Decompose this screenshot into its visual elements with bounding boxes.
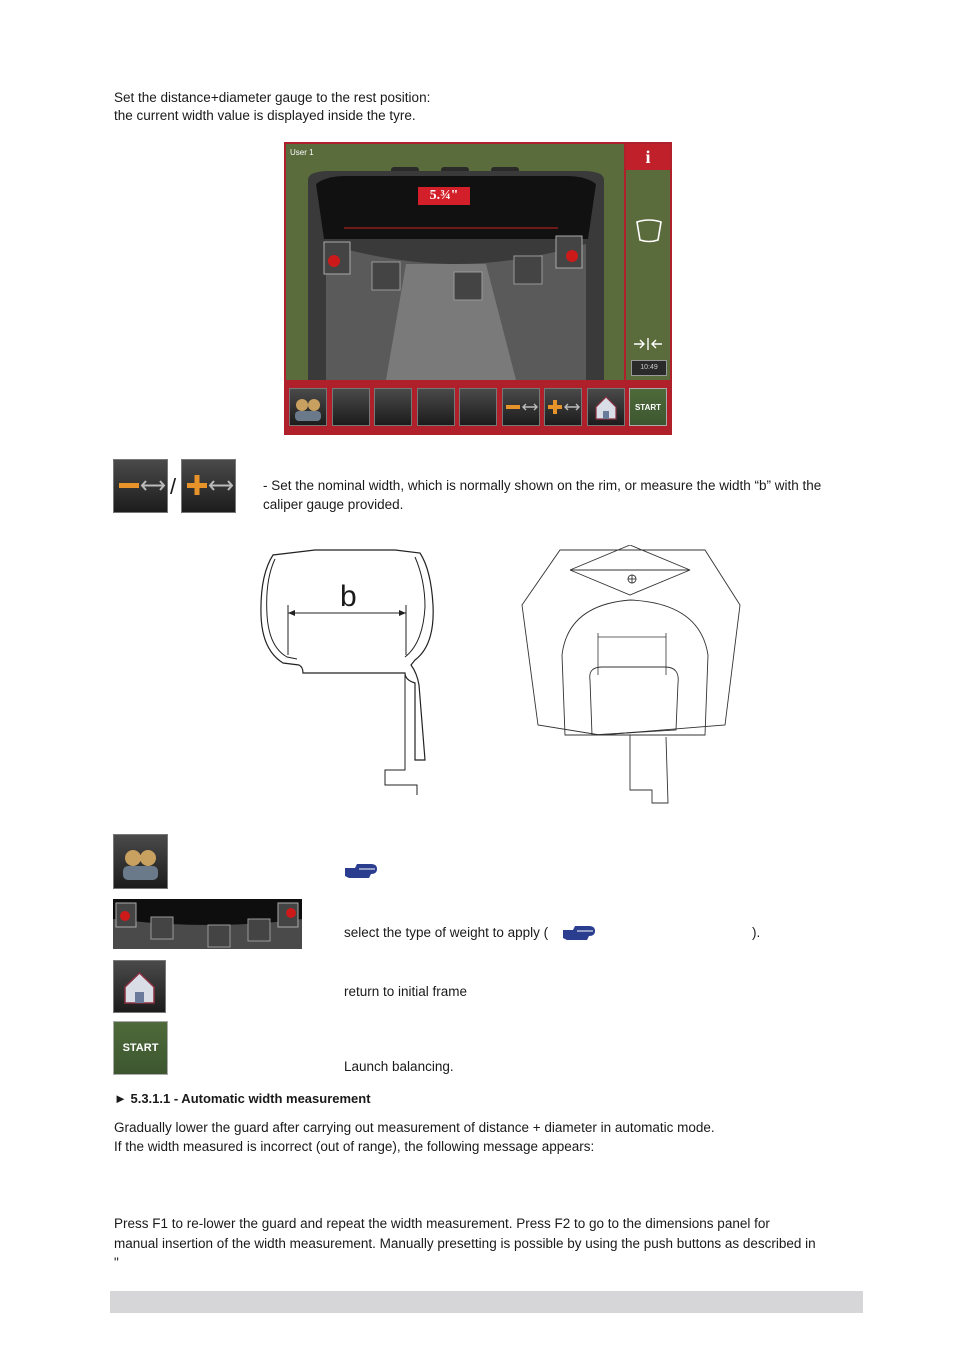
section-para2-line1: Press F1 to re-lower the guard and repeat the width measurement. Press F2 to go to the dimensions panel for [114,1216,770,1231]
width-minus-button[interactable] [502,388,540,426]
start-text: Launch balancing. [344,1059,454,1074]
section-para1-line2: If the width measured is incorrect (out of range), the following message appears: [114,1139,595,1154]
width-description: - Set the nominal width, which is normally shown on the rim, or measure the width “b” with the caliper gauge provided. [263,478,822,512]
section-para2-line2: manual insertion of the width measurement. Manually presetting is possible by using the push buttons as described in [114,1236,816,1251]
weight-type-text-end: ). [752,925,761,940]
start-button[interactable]: START [629,388,667,426]
width-plus-button[interactable] [544,388,582,426]
section-heading: ► 5.3.1.1 - Automatic width measurement [114,1091,371,1106]
pointing-hand-icon [343,860,379,882]
home-icon-large[interactable] [113,960,166,1013]
weight-type-button[interactable] [289,388,327,426]
clock-display: 10:49 [631,360,667,376]
people-icon [290,389,326,425]
home-icon [114,961,165,1012]
tyre-cross-section [286,144,624,380]
screen-side-panel [626,144,670,380]
toolbar-button-empty-2[interactable] [374,388,412,426]
width-plus-button-large[interactable] [181,459,236,513]
section-para1-line1: Gradually lower the guard after carrying out measurement of distance + diameter in automatic mode. [114,1120,715,1135]
intro-line-1: Set the distance+diameter gauge to the rest position: [114,90,431,105]
minus-arrows-icon [503,389,539,425]
b-label: b [340,580,357,613]
caliper-gauge-diagram [520,545,745,805]
minus-arrows-icon [114,460,167,512]
home-text: return to initial frame [344,984,468,999]
weight-position-panel[interactable] [113,899,302,949]
width-minus-button-large[interactable] [113,459,168,513]
home-icon [588,389,624,425]
start-button-large[interactable]: START [113,1021,168,1075]
toolbar-button-empty-1[interactable] [332,388,370,426]
width-arrows-icon [632,336,664,352]
weight-type-icon-large[interactable] [113,834,168,889]
footer-bar [110,1291,863,1313]
toolbar-button-empty-4[interactable] [459,388,497,426]
home-button[interactable] [587,388,625,426]
plus-arrows-icon [545,389,581,425]
people-icon [114,835,167,888]
tyre-outline-icon [634,218,664,244]
intro-line-2: the current width value is displayed inside the tyre. [114,108,416,123]
screen-main-panel [286,144,624,380]
weight-positions-graphic [113,899,302,949]
pointing-hand-icon [561,922,597,944]
section-para2-line3: " [114,1255,119,1270]
user-label: User 1 [290,148,314,157]
weight-type-text: select the type of weight to apply ( [344,925,549,940]
width-value-display: 5.¾" [418,187,470,205]
screen-toolbar [286,382,670,433]
info-button[interactable]: i [626,144,670,170]
slash-separator: / [170,474,177,499]
toolbar-button-empty-3[interactable] [417,388,455,426]
plus-arrows-icon [182,460,235,512]
balancer-screen [284,142,672,435]
